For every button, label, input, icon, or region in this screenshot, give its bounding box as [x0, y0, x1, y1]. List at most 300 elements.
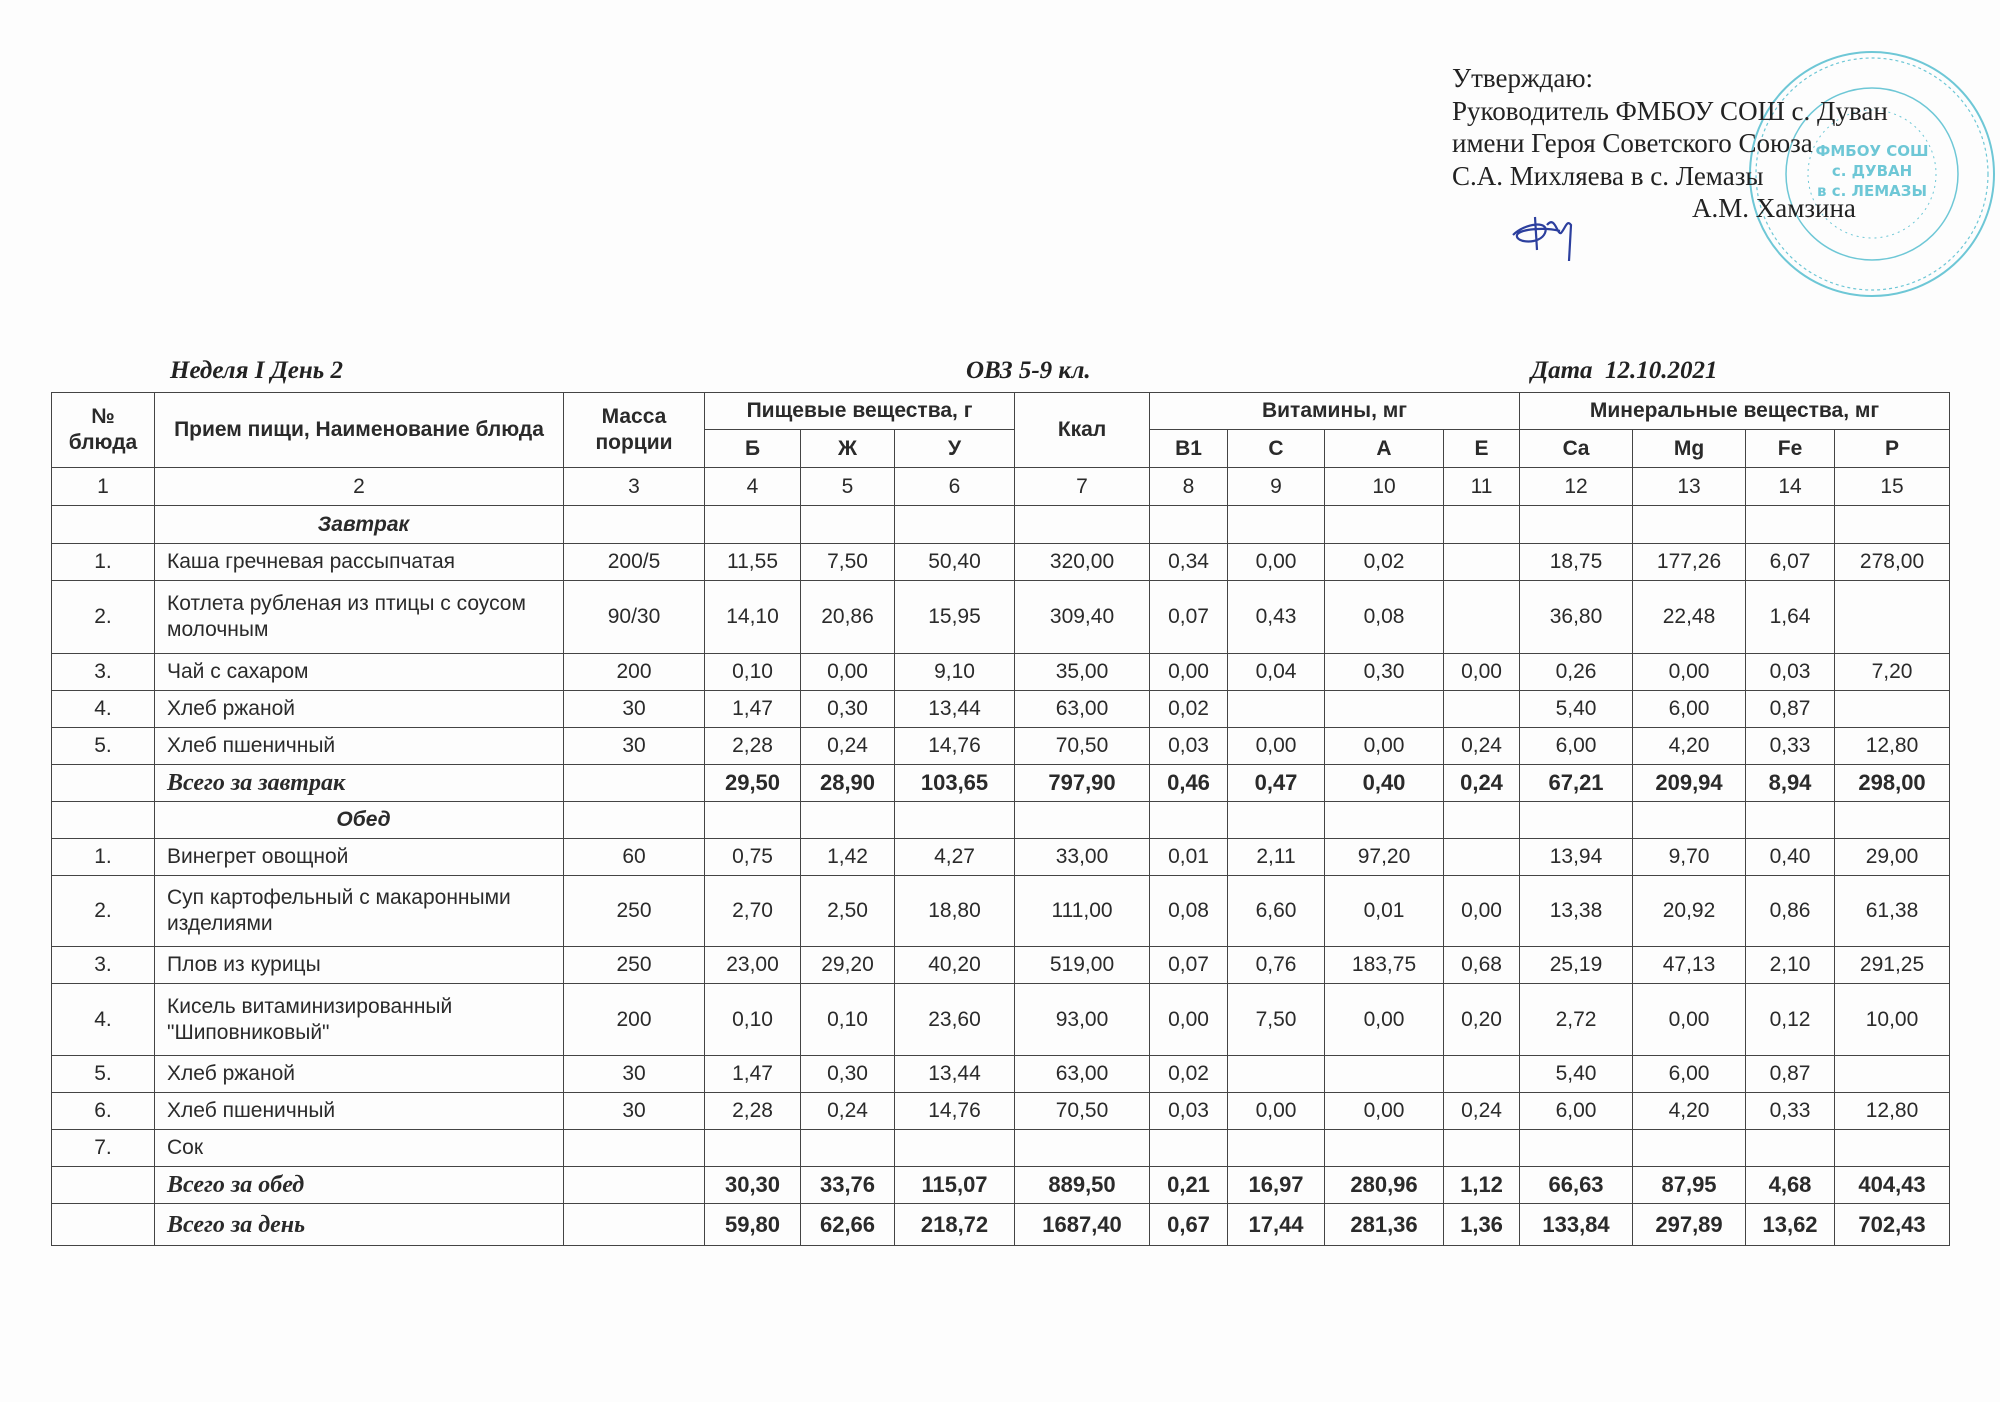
- dish-name: Плов из курицы: [155, 947, 564, 984]
- dish-name: Суп картофельный с макаронными изделиями: [155, 876, 564, 947]
- value-cell: 0,02: [1150, 1056, 1228, 1093]
- approval-line: С.А. Михляева в с. Лемазы: [1452, 160, 1764, 191]
- dish-name: Котлета рубленая из птицы с соусом молочным: [155, 581, 564, 654]
- dish-number-cell: [52, 506, 155, 544]
- value-cell: [564, 506, 705, 544]
- value-cell: 111,00: [1015, 876, 1150, 947]
- value-cell: 18,80: [895, 876, 1015, 947]
- portion-mass-cell: 30: [564, 691, 705, 728]
- header-b1: B1: [1150, 430, 1228, 468]
- value-cell: 0,30: [1325, 654, 1444, 691]
- value-cell: 0,01: [1150, 839, 1228, 876]
- column-number: 8: [1150, 468, 1228, 506]
- portion-mass-cell: 200: [564, 654, 705, 691]
- value-cell: 2,72: [1520, 984, 1633, 1056]
- table-row: [52, 581, 1950, 654]
- date-title: Дата 12.10.2021: [1531, 357, 1718, 384]
- week-day-title: Неделя I День 2: [170, 357, 343, 384]
- value-cell: 11,55: [705, 544, 801, 581]
- value-cell: 59,80: [705, 1204, 801, 1246]
- value-cell: [895, 802, 1015, 839]
- dish-number-cell: 5.: [52, 1056, 155, 1093]
- dish-number-cell: 3.: [52, 654, 155, 691]
- dish-name: Винегрет овощной: [155, 839, 564, 876]
- value-cell: [1746, 1130, 1835, 1167]
- portion-mass-cell: [564, 1167, 705, 1204]
- value-cell: [1444, 581, 1520, 654]
- value-cell: 177,26: [1633, 544, 1746, 581]
- value-cell: 0,24: [1444, 1093, 1520, 1130]
- header-fe: Fe: [1746, 430, 1835, 468]
- value-cell: 298,00: [1835, 765, 1950, 802]
- value-cell: 0,33: [1746, 728, 1835, 765]
- value-cell: 9,10: [895, 654, 1015, 691]
- value-cell: 0,00: [1325, 728, 1444, 765]
- value-cell: [1228, 802, 1325, 839]
- value-cell: 281,36: [1325, 1204, 1444, 1246]
- column-number: 14: [1746, 468, 1835, 506]
- value-cell: 97,20: [1325, 839, 1444, 876]
- value-cell: 13,62: [1746, 1204, 1835, 1246]
- column-number: 12: [1520, 468, 1633, 506]
- value-cell: 404,43: [1835, 1167, 1950, 1204]
- value-cell: [1746, 506, 1835, 544]
- value-cell: [705, 506, 801, 544]
- value-cell: 22,48: [1633, 581, 1746, 654]
- value-cell: 10,00: [1835, 984, 1950, 1056]
- value-cell: [1150, 1130, 1228, 1167]
- value-cell: 7,50: [1228, 984, 1325, 1056]
- value-cell: [1228, 1056, 1325, 1093]
- column-number: 1: [52, 468, 155, 506]
- dish-name: Хлеб ржаной: [155, 691, 564, 728]
- value-cell: 280,96: [1325, 1167, 1444, 1204]
- header-vitamins: Витамины, мг: [1150, 393, 1520, 430]
- dish-name: Сок: [155, 1130, 564, 1167]
- value-cell: 0,24: [1444, 765, 1520, 802]
- header-mg: Mg: [1633, 430, 1746, 468]
- column-number: 15: [1835, 468, 1950, 506]
- value-cell: 0,00: [1228, 1093, 1325, 1130]
- value-cell: [1015, 506, 1150, 544]
- value-cell: 15,95: [895, 581, 1015, 654]
- value-cell: 320,00: [1015, 544, 1150, 581]
- value-cell: 0,00: [1150, 984, 1228, 1056]
- header-mass: Масса порции: [564, 393, 705, 468]
- value-cell: [1325, 802, 1444, 839]
- value-cell: 13,38: [1520, 876, 1633, 947]
- value-cell: 93,00: [1015, 984, 1150, 1056]
- header-p: P: [1835, 430, 1950, 468]
- value-cell: 36,80: [1520, 581, 1633, 654]
- value-cell: 1,12: [1444, 1167, 1520, 1204]
- total-row: [52, 765, 1950, 802]
- value-cell: 0,86: [1746, 876, 1835, 947]
- section-row: [52, 802, 1950, 839]
- value-cell: [1746, 802, 1835, 839]
- header-a: A: [1325, 430, 1444, 468]
- value-cell: [801, 1130, 895, 1167]
- value-cell: [705, 1130, 801, 1167]
- value-cell: 519,00: [1015, 947, 1150, 984]
- value-cell: 13,44: [895, 691, 1015, 728]
- value-cell: 4,68: [1746, 1167, 1835, 1204]
- portion-mass-cell: 250: [564, 876, 705, 947]
- value-cell: 62,66: [801, 1204, 895, 1246]
- value-cell: 4,20: [1633, 728, 1746, 765]
- table-row: [52, 654, 1950, 691]
- value-cell: [1015, 802, 1150, 839]
- value-cell: 0,24: [1444, 728, 1520, 765]
- value-cell: 0,47: [1228, 765, 1325, 802]
- value-cell: 29,20: [801, 947, 895, 984]
- value-cell: 115,07: [895, 1167, 1015, 1204]
- total-label: Всего за обед: [155, 1167, 564, 1204]
- value-cell: 63,00: [1015, 691, 1150, 728]
- value-cell: [1444, 839, 1520, 876]
- value-cell: [1444, 544, 1520, 581]
- value-cell: 29,50: [705, 765, 801, 802]
- portion-mass-cell: 200/5: [564, 544, 705, 581]
- value-cell: 2,50: [801, 876, 895, 947]
- header-minerals: Минеральные вещества, мг: [1520, 393, 1950, 430]
- value-cell: 0,76: [1228, 947, 1325, 984]
- menu-table: [51, 392, 1950, 1246]
- value-cell: 2,70: [705, 876, 801, 947]
- dish-number-cell: [52, 1204, 155, 1246]
- value-cell: 0,00: [1150, 654, 1228, 691]
- value-cell: 20,92: [1633, 876, 1746, 947]
- header-e: E: [1444, 430, 1520, 468]
- header-ca: Ca: [1520, 430, 1633, 468]
- section-label: Завтрак: [155, 506, 564, 544]
- value-cell: 0,40: [1746, 839, 1835, 876]
- value-cell: 0,03: [1150, 1093, 1228, 1130]
- value-cell: [1228, 1130, 1325, 1167]
- value-cell: 0,08: [1325, 581, 1444, 654]
- value-cell: 702,43: [1835, 1204, 1950, 1246]
- value-cell: [1325, 1130, 1444, 1167]
- value-cell: [1015, 1130, 1150, 1167]
- value-cell: [895, 1130, 1015, 1167]
- header-kcal: Ккал: [1015, 393, 1150, 468]
- value-cell: 0,33: [1746, 1093, 1835, 1130]
- value-cell: 0,00: [1633, 984, 1746, 1056]
- value-cell: 23,60: [895, 984, 1015, 1056]
- value-cell: 0,00: [1444, 876, 1520, 947]
- value-cell: 2,28: [705, 728, 801, 765]
- value-cell: 0,21: [1150, 1167, 1228, 1204]
- value-cell: [1835, 581, 1950, 654]
- value-cell: 7,50: [801, 544, 895, 581]
- value-cell: 50,40: [895, 544, 1015, 581]
- value-cell: [705, 802, 801, 839]
- dish-name: Хлеб ржаной: [155, 1056, 564, 1093]
- value-cell: 67,21: [1520, 765, 1633, 802]
- column-number: 11: [1444, 468, 1520, 506]
- value-cell: 183,75: [1325, 947, 1444, 984]
- value-cell: 0,01: [1325, 876, 1444, 947]
- value-cell: 218,72: [895, 1204, 1015, 1246]
- total-label: Всего за день: [155, 1204, 564, 1246]
- value-cell: [1633, 506, 1746, 544]
- column-number: 3: [564, 468, 705, 506]
- value-cell: [1325, 691, 1444, 728]
- value-cell: 28,90: [801, 765, 895, 802]
- value-cell: 297,89: [1633, 1204, 1746, 1246]
- dish-number-cell: 7.: [52, 1130, 155, 1167]
- value-cell: 7,20: [1835, 654, 1950, 691]
- column-number: 10: [1325, 468, 1444, 506]
- value-cell: 66,63: [1520, 1167, 1633, 1204]
- approval-signer: А.М. Хамзина: [1692, 193, 1856, 223]
- value-cell: 0,24: [801, 1093, 895, 1130]
- column-number: 9: [1228, 468, 1325, 506]
- value-cell: 40,20: [895, 947, 1015, 984]
- table-row: [52, 1130, 1950, 1167]
- value-cell: 0,30: [801, 1056, 895, 1093]
- value-cell: 0,00: [1325, 984, 1444, 1056]
- value-cell: 0,75: [705, 839, 801, 876]
- approval-block: [1452, 62, 1888, 225]
- header-nutrients: Пищевые вещества, г: [705, 393, 1015, 430]
- value-cell: 2,28: [705, 1093, 801, 1130]
- value-cell: [1520, 506, 1633, 544]
- value-cell: [1835, 802, 1950, 839]
- value-cell: 0,10: [705, 654, 801, 691]
- value-cell: 0,43: [1228, 581, 1325, 654]
- portion-mass-cell: [564, 1204, 705, 1246]
- value-cell: 1,47: [705, 691, 801, 728]
- value-cell: 6,00: [1520, 728, 1633, 765]
- value-cell: 0,67: [1150, 1204, 1228, 1246]
- value-cell: 33,00: [1015, 839, 1150, 876]
- value-cell: 0,26: [1520, 654, 1633, 691]
- table-row: [52, 691, 1950, 728]
- column-number: 13: [1633, 468, 1746, 506]
- total-row: [52, 1167, 1950, 1204]
- value-cell: [564, 802, 705, 839]
- value-cell: 0,87: [1746, 691, 1835, 728]
- value-cell: 70,50: [1015, 728, 1150, 765]
- value-cell: 291,25: [1835, 947, 1950, 984]
- dish-name: Хлеб пшеничный: [155, 1093, 564, 1130]
- table-row: [52, 876, 1950, 947]
- value-cell: 0,12: [1746, 984, 1835, 1056]
- value-cell: [1325, 1056, 1444, 1093]
- dish-number-cell: [52, 802, 155, 839]
- value-cell: 0,20: [1444, 984, 1520, 1056]
- value-cell: 0,40: [1325, 765, 1444, 802]
- header-fat: Ж: [801, 430, 895, 468]
- value-cell: [1835, 1130, 1950, 1167]
- dish-number-cell: 3.: [52, 947, 155, 984]
- header-num: № блюда: [52, 393, 155, 468]
- value-cell: [1444, 1130, 1520, 1167]
- value-cell: 0,07: [1150, 947, 1228, 984]
- value-cell: 14,76: [895, 728, 1015, 765]
- value-cell: 0,00: [1228, 728, 1325, 765]
- value-cell: 0,00: [1633, 654, 1746, 691]
- portion-mass-cell: 200: [564, 984, 705, 1056]
- value-cell: 0,04: [1228, 654, 1325, 691]
- value-cell: [1633, 1130, 1746, 1167]
- value-cell: [1835, 506, 1950, 544]
- header-name: Прием пищи, Наименование блюда: [155, 393, 564, 468]
- table-row: [52, 728, 1950, 765]
- value-cell: 0,34: [1150, 544, 1228, 581]
- value-cell: 1,47: [705, 1056, 801, 1093]
- header-carbs: У: [895, 430, 1015, 468]
- value-cell: 2,10: [1746, 947, 1835, 984]
- portion-mass-cell: 30: [564, 1056, 705, 1093]
- dish-number-cell: 1.: [52, 544, 155, 581]
- value-cell: 18,75: [1520, 544, 1633, 581]
- value-cell: 16,97: [1228, 1167, 1325, 1204]
- value-cell: 6,60: [1228, 876, 1325, 947]
- column-number: 6: [895, 468, 1015, 506]
- column-number: 7: [1015, 468, 1150, 506]
- value-cell: 1,64: [1746, 581, 1835, 654]
- value-cell: 29,00: [1835, 839, 1950, 876]
- value-cell: 0,08: [1150, 876, 1228, 947]
- table-row: [52, 1093, 1950, 1130]
- value-cell: [1228, 506, 1325, 544]
- table-row: [52, 544, 1950, 581]
- column-number: 2: [155, 468, 564, 506]
- value-cell: [1444, 802, 1520, 839]
- column-number-row: [52, 468, 1950, 506]
- column-number: 4: [705, 468, 801, 506]
- value-cell: 278,00: [1835, 544, 1950, 581]
- value-cell: 889,50: [1015, 1167, 1150, 1204]
- value-cell: 1,36: [1444, 1204, 1520, 1246]
- value-cell: 25,19: [1520, 947, 1633, 984]
- value-cell: 0,03: [1746, 654, 1835, 691]
- value-cell: 309,40: [1015, 581, 1150, 654]
- portion-mass-cell: 90/30: [564, 581, 705, 654]
- value-cell: [1444, 691, 1520, 728]
- dish-number-cell: [52, 765, 155, 802]
- dish-name: Кисель витаминизированный "Шиповниковый": [155, 984, 564, 1056]
- section-label: Обед: [155, 802, 564, 839]
- dish-number-cell: [52, 1167, 155, 1204]
- value-cell: 0,46: [1150, 765, 1228, 802]
- dish-number-cell: 6.: [52, 1093, 155, 1130]
- value-cell: 35,00: [1015, 654, 1150, 691]
- total-label: Всего за завтрак: [155, 765, 564, 802]
- dish-name: Каша гречневая рассыпчатая: [155, 544, 564, 581]
- value-cell: 0,03: [1150, 728, 1228, 765]
- value-cell: [1150, 802, 1228, 839]
- value-cell: 20,86: [801, 581, 895, 654]
- value-cell: 1,42: [801, 839, 895, 876]
- value-cell: 13,94: [1520, 839, 1633, 876]
- dish-number-cell: 1.: [52, 839, 155, 876]
- value-cell: [1835, 691, 1950, 728]
- value-cell: [1444, 1056, 1520, 1093]
- section-row: [52, 506, 1950, 544]
- header-c: C: [1228, 430, 1325, 468]
- value-cell: [1444, 506, 1520, 544]
- signature-icon: [1505, 205, 1595, 265]
- portion-mass-cell: 30: [564, 728, 705, 765]
- header-protein: Б: [705, 430, 801, 468]
- column-number: 5: [801, 468, 895, 506]
- svg-text:ФМБОУ СОШ: ФМБОУ СОШ: [1815, 142, 1929, 160]
- dish-number-cell: 5.: [52, 728, 155, 765]
- value-cell: 4,20: [1633, 1093, 1746, 1130]
- value-cell: 47,13: [1633, 947, 1746, 984]
- dish-name: Чай с сахаром: [155, 654, 564, 691]
- value-cell: 0,00: [1228, 544, 1325, 581]
- value-cell: [1520, 802, 1633, 839]
- value-cell: 0,10: [705, 984, 801, 1056]
- value-cell: 0,07: [1150, 581, 1228, 654]
- dish-name: Хлеб пшеничный: [155, 728, 564, 765]
- value-cell: 6,00: [1520, 1093, 1633, 1130]
- value-cell: 0,02: [1150, 691, 1228, 728]
- value-cell: 0,02: [1325, 544, 1444, 581]
- value-cell: 12,80: [1835, 1093, 1950, 1130]
- value-cell: 133,84: [1520, 1204, 1633, 1246]
- value-cell: 0,24: [801, 728, 895, 765]
- value-cell: 8,94: [1746, 765, 1835, 802]
- value-cell: 14,10: [705, 581, 801, 654]
- total-row: [52, 1204, 1950, 1246]
- value-cell: 9,70: [1633, 839, 1746, 876]
- value-cell: 61,38: [1835, 876, 1950, 947]
- value-cell: 4,27: [895, 839, 1015, 876]
- value-cell: [801, 506, 895, 544]
- value-cell: 1687,40: [1015, 1204, 1150, 1246]
- dish-number-cell: 4.: [52, 984, 155, 1056]
- dish-number-cell: 2.: [52, 581, 155, 654]
- value-cell: 0,00: [801, 654, 895, 691]
- portion-mass-cell: 30: [564, 1093, 705, 1130]
- value-cell: 209,94: [1633, 765, 1746, 802]
- portion-mass-cell: [564, 765, 705, 802]
- value-cell: 5,40: [1520, 1056, 1633, 1093]
- value-cell: 30,30: [705, 1167, 801, 1204]
- value-cell: [1325, 506, 1444, 544]
- value-cell: [1228, 691, 1325, 728]
- svg-text:с. ДУВАН: с. ДУВАН: [1831, 162, 1913, 180]
- value-cell: 17,44: [1228, 1204, 1325, 1246]
- approval-line: Руководитель ФМБОУ СОШ с. Дуван: [1452, 95, 1888, 126]
- portion-mass-cell: 250: [564, 947, 705, 984]
- value-cell: [1835, 1056, 1950, 1093]
- table-row: [52, 839, 1950, 876]
- value-cell: [801, 802, 895, 839]
- value-cell: 14,76: [895, 1093, 1015, 1130]
- value-cell: 6,00: [1633, 691, 1746, 728]
- value-cell: 0,00: [1444, 654, 1520, 691]
- table-row: [52, 1056, 1950, 1093]
- group-title: ОВЗ 5-9 кл.: [966, 357, 1091, 384]
- value-cell: 0,10: [801, 984, 895, 1056]
- value-cell: 2,11: [1228, 839, 1325, 876]
- value-cell: [1633, 802, 1746, 839]
- value-cell: 6,07: [1746, 544, 1835, 581]
- value-cell: [1150, 506, 1228, 544]
- value-cell: 70,50: [1015, 1093, 1150, 1130]
- value-cell: 23,00: [705, 947, 801, 984]
- svg-text:в с. ЛЕМАЗЫ: в с. ЛЕМАЗЫ: [1817, 182, 1927, 200]
- value-cell: 0,00: [1325, 1093, 1444, 1130]
- value-cell: 13,44: [895, 1056, 1015, 1093]
- table-row: [52, 984, 1950, 1056]
